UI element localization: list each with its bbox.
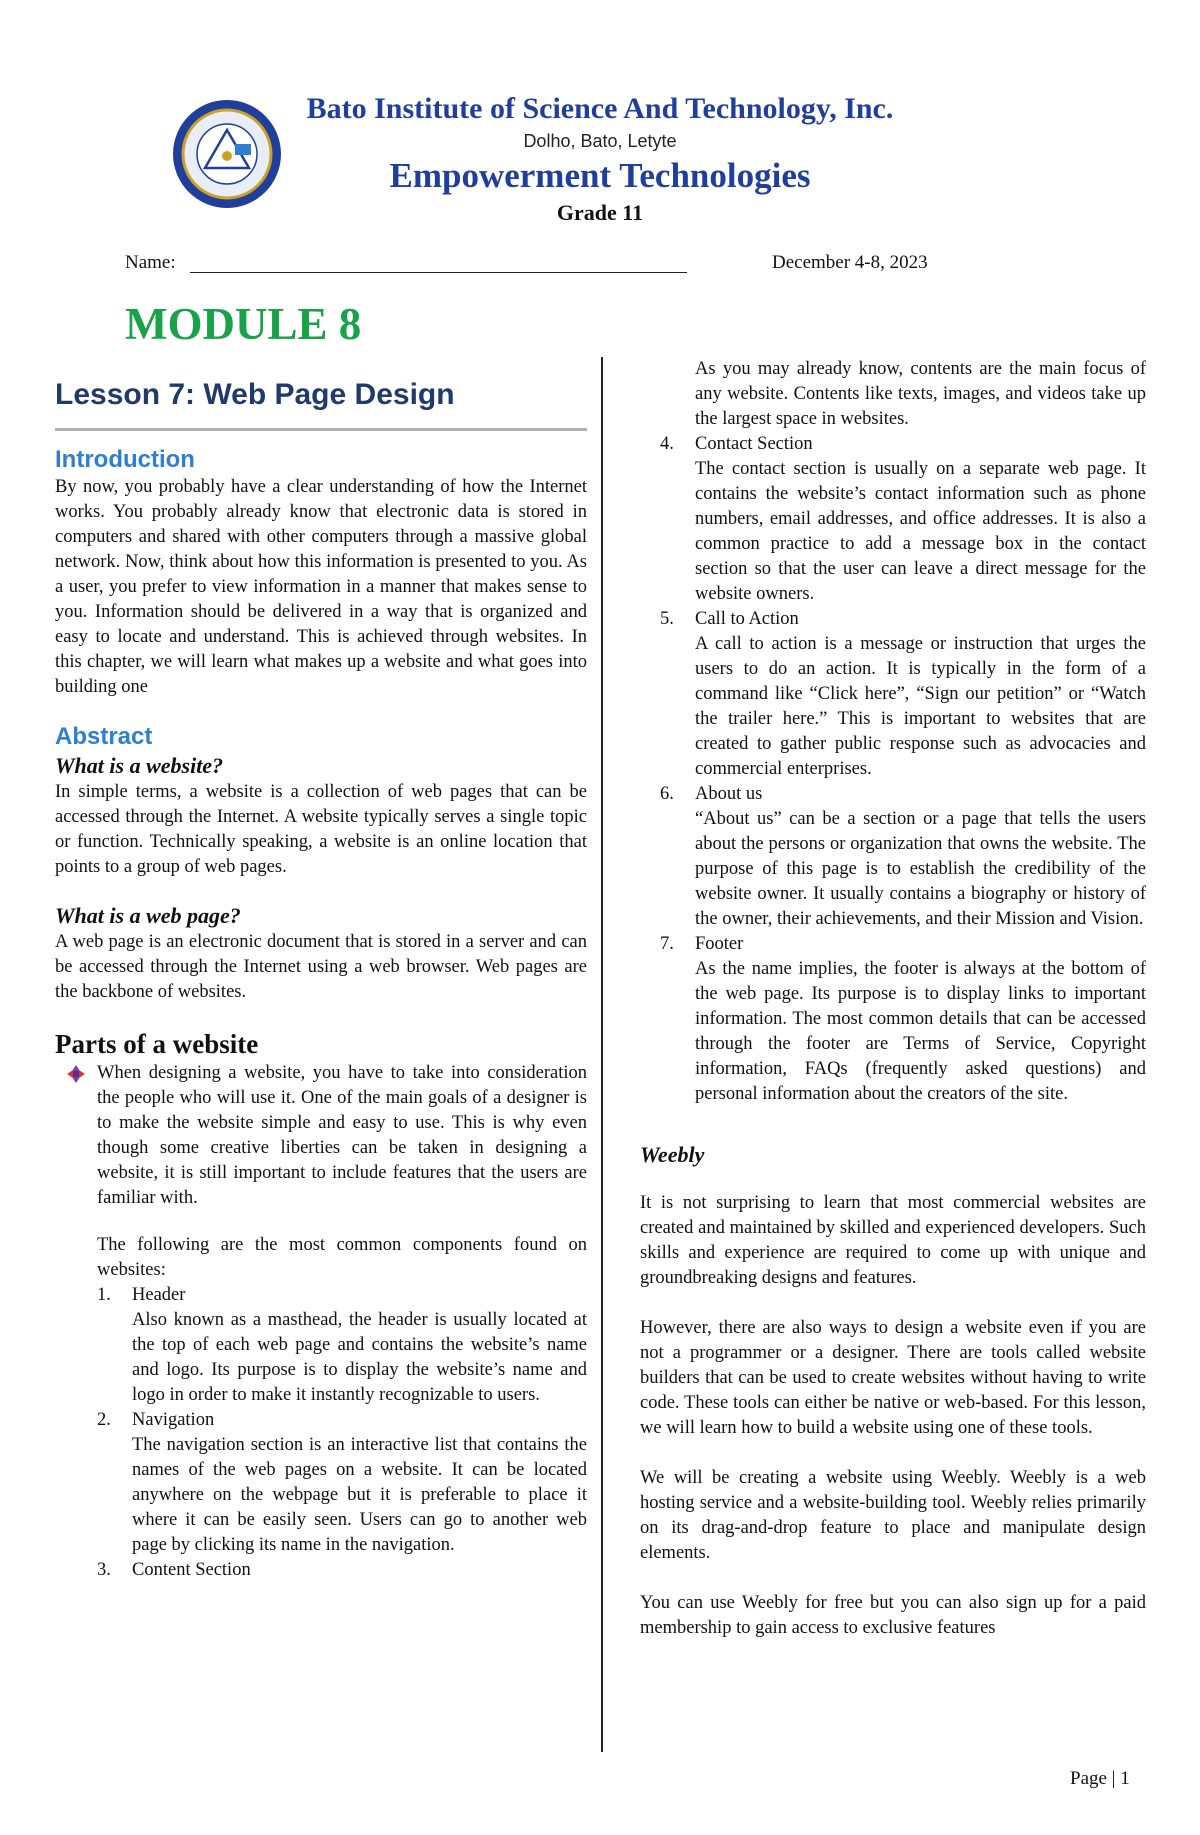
lesson-divider	[55, 428, 587, 431]
component-item	[660, 432, 1146, 607]
module-title: MODULE 8	[125, 299, 362, 349]
date-text: December 4-8, 2023	[772, 252, 928, 273]
component-desc: The contact section is usually on a separate web page. It contains the website’s contact information such as phone numbers, email addresses, and office addresses. It is also a common practice to add a message box in the contact section so that the user can leave a direct message for the website owners.	[695, 459, 1146, 604]
components-list-right	[640, 432, 1146, 1107]
content-section-desc: As you may already know, contents are the main focus of any website. Contents like texts, images, and videos take up the largest space in websites.	[695, 359, 1146, 429]
component-desc: “About us” can be a section or a page that tells the users about the persons or organization that owns the website. The purpose of this page is to establish the credibility of the website owner. It usually contains a biography or history of the owner, their achievements, and their Mission and Vision.	[695, 809, 1146, 929]
right-column	[640, 357, 1146, 1641]
parts-heading: Parts of a website	[55, 1029, 259, 1059]
grade-level: Grade 11	[556, 200, 644, 225]
component-title: Footer	[695, 934, 744, 954]
parts-intro: When designing a website, you have to take into consideration the people who will use it. One of the main goals of a designer is to make the website simple and easy to use. This is why even though some creative liberties can be taken in designing a website, it is still important to include features that the users are familiar with.	[97, 1063, 587, 1208]
weebly-paragraph-2: However, there are also ways to design a website even if you are not a programmer or a designer. There are tools called website builders that can be used to create websites without having to write code. These tools can either be native or web-based. For this lesson, we will learn how to build a website using one of these tools.	[640, 1318, 1146, 1438]
intro-text: By now, you probably have a clear understanding of how the Internet works. You probably already know that electronic data is stored in computers and shared with other computers through a massive global network. Now, think about how this information is presented to you. As a user, you prefer to view information in a manner that makes sense to you. Information should be delivered in a way that is organized and easy to locate and understand. This is achieved through websites. In this chapter, we will learn what makes up a website and what goes into building one	[55, 477, 587, 697]
component-title: Header	[132, 1285, 186, 1305]
component-number: 7.	[660, 934, 674, 954]
question-website: What is a website?	[55, 753, 224, 778]
answer-website: In simple terms, a website is a collection of web pages that can be accessed through the Internet. A website typically serves a single topic or function. Technically speaking, a website is an online location that points to a group of web pages.	[55, 782, 587, 877]
subject-title: Empowerment Technologies	[389, 156, 811, 195]
component-item	[97, 1408, 587, 1558]
name-fill-line	[190, 272, 687, 273]
component-title: Navigation	[132, 1410, 215, 1430]
page-number: Page | 1	[1070, 1768, 1130, 1789]
question-webpage: What is a web page?	[55, 903, 241, 928]
component-item	[660, 782, 1146, 932]
abstract-heading: Abstract	[55, 723, 153, 750]
component-desc: The navigation section is an interactive list that contains the names of the web pages on a website. It can be located anywhere on the webpage but it is preferable to place it where it can be easily seen. Users can go to another web page by clicking its name in the navigation.	[132, 1435, 587, 1555]
component-desc: Also known as a masthead, the header is usually located at the top of each web page and contains the website’s name and logo. Its purpose is to display the website’s name and logo in order to make it instantly recognizable to users.	[132, 1310, 587, 1405]
weebly-paragraph-1: It is not surprising to learn that most commercial websites are created and maintained by skilled and experienced developers. Such skills and experience are required to come up with unique and groundbreaking designs and features.	[640, 1193, 1146, 1288]
component-title: Content Section	[132, 1560, 251, 1580]
parts-following: The following are the most common components found on websites:	[97, 1235, 587, 1280]
component-number: 1.	[97, 1285, 111, 1305]
component-item	[660, 607, 1146, 782]
component-title: About us	[695, 784, 763, 804]
parts-bullet	[55, 1061, 587, 1583]
component-number: 6.	[660, 784, 674, 804]
component-item	[660, 932, 1146, 1107]
name-label: Name:	[125, 252, 176, 273]
arrow-bullet-icon	[67, 1065, 85, 1083]
component-number: 2.	[97, 1410, 111, 1430]
component-item	[97, 1283, 587, 1408]
component-item	[97, 1558, 587, 1583]
intro-heading: Introduction	[55, 446, 195, 473]
left-column	[55, 374, 587, 1583]
lesson-title: Lesson 7: Web Page Design	[55, 378, 455, 411]
weebly-paragraph-3: We will be creating a website using Weebly. Weebly is a web hosting service and a website-building tool. Weebly relies primarily on its drag-and-drop feature to place and manipulate design elements.	[640, 1468, 1146, 1563]
weebly-heading: Weebly	[640, 1142, 705, 1167]
answer-webpage: A web page is an electronic document that is stored in a server and can be accessed through the Internet using a web browser. Web pages are the backbone of websites.	[55, 932, 587, 1002]
column-divider	[601, 357, 603, 1752]
component-number: 5.	[660, 609, 674, 629]
component-desc: As the name implies, the footer is always at the bottom of the web page. Its purpose is to display links to important information. The most common details that can be accessed through the footer are Terms of Service, Copyright information, FAQs (frequently asked questions) and personal information about the creators of the site.	[695, 959, 1146, 1104]
component-title: Call to Action	[695, 609, 799, 629]
school-address: Dolho, Bato, Letyte	[523, 131, 677, 151]
weebly-paragraph-4: You can use Weebly for free but you can also sign up for a paid membership to gain access to exclusive features	[640, 1593, 1146, 1638]
component-number: 3.	[97, 1560, 111, 1580]
component-desc: A call to action is a message or instruction that urges the users to do an action. It is typically in the form of a command like “Click here”, “Sign our petition” or “Watch the trailer here.” This is important to websites that are created to gather public response such as advocacies and commercial enterprises.	[695, 634, 1146, 779]
component-number: 4.	[660, 434, 674, 454]
component-title: Contact Section	[695, 434, 813, 454]
components-list-left	[97, 1283, 587, 1583]
school-name: Bato Institute of Science And Technology, Inc.	[306, 92, 894, 125]
